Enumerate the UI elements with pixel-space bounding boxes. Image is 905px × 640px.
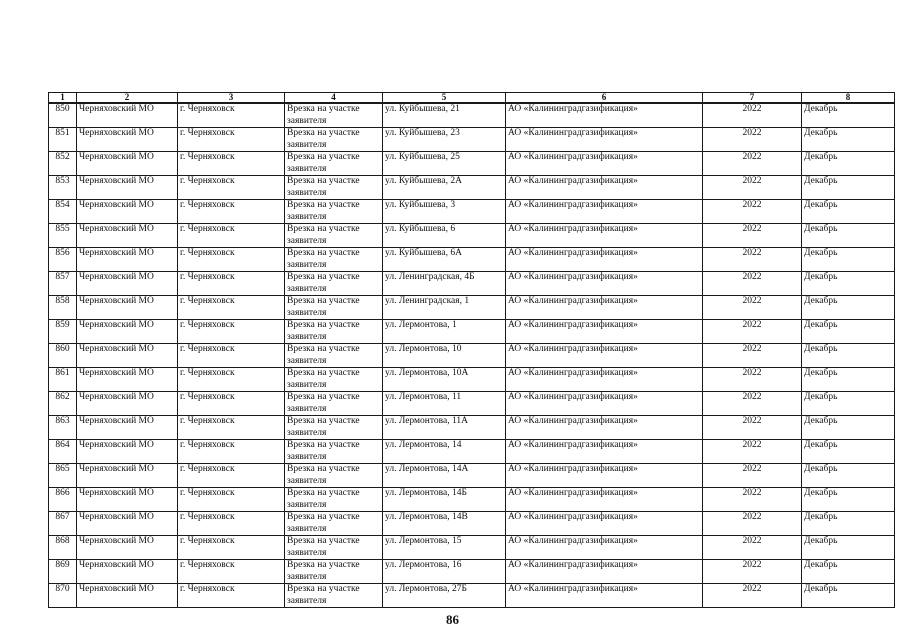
district-cell: Черняховский МО (77, 128, 178, 152)
organization-cell: АО «Калининградгазификация» (506, 392, 703, 416)
address-cell: ул. Лермонтова, 14 (383, 440, 506, 464)
month-cell: Декабрь (802, 560, 895, 584)
city-cell: г. Черняховск (178, 272, 285, 296)
year-cell: 2022 (703, 296, 802, 320)
year-cell: 2022 (703, 584, 802, 608)
table-row (49, 536, 895, 560)
year-cell: 2022 (703, 248, 802, 272)
address-cell: ул. Лермонтова, 14В (383, 512, 506, 536)
work-type-cell: Врезка на участке заявителя (285, 464, 383, 488)
organization-cell: АО «Калининградгазификация» (506, 536, 703, 560)
row-number-cell: 865 (49, 464, 77, 488)
column-header: 7 (703, 93, 802, 104)
year-cell: 2022 (703, 512, 802, 536)
district-cell: Черняховский МО (77, 368, 178, 392)
organization-cell: АО «Калининградгазификация» (506, 440, 703, 464)
address-cell: ул. Куйбышева, 21 (383, 103, 506, 128)
year-cell: 2022 (703, 103, 802, 128)
table-row (49, 103, 895, 128)
table-row (49, 440, 895, 464)
city-cell: г. Черняховск (178, 320, 285, 344)
year-cell: 2022 (703, 536, 802, 560)
year-cell: 2022 (703, 224, 802, 248)
district-cell: Черняховский МО (77, 536, 178, 560)
organization-cell: АО «Калининградгазификация» (506, 248, 703, 272)
row-number-cell: 856 (49, 248, 77, 272)
row-number-cell: 863 (49, 416, 77, 440)
row-number-cell: 854 (49, 200, 77, 224)
column-header: 2 (77, 93, 178, 104)
page-number: 86 (446, 612, 459, 627)
work-type-cell: Врезка на участке заявителя (285, 128, 383, 152)
city-cell: г. Черняховск (178, 103, 285, 128)
row-number-cell: 852 (49, 152, 77, 176)
table-row (49, 272, 895, 296)
address-cell: ул. Ленинградская, 1 (383, 296, 506, 320)
district-cell: Черняховский МО (77, 344, 178, 368)
month-cell: Декабрь (802, 296, 895, 320)
address-cell: ул. Куйбышева, 6А (383, 248, 506, 272)
work-type-cell: Врезка на участке заявителя (285, 560, 383, 584)
district-cell: Черняховский МО (77, 440, 178, 464)
organization-cell: АО «Калининградгазификация» (506, 200, 703, 224)
year-cell: 2022 (703, 464, 802, 488)
city-cell: г. Черняховск (178, 224, 285, 248)
data-table (48, 92, 895, 608)
table-row (49, 296, 895, 320)
work-type-cell: Врезка на участке заявителя (285, 296, 383, 320)
organization-cell: АО «Калининградгазификация» (506, 296, 703, 320)
column-header: 4 (285, 93, 383, 104)
column-header: 5 (383, 93, 506, 104)
row-number-cell: 855 (49, 224, 77, 248)
table-row (49, 152, 895, 176)
row-number-cell: 870 (49, 584, 77, 608)
month-cell: Декабрь (802, 464, 895, 488)
year-cell: 2022 (703, 344, 802, 368)
column-header: 1 (49, 93, 77, 104)
table-row (49, 512, 895, 536)
table-row (49, 344, 895, 368)
year-cell: 2022 (703, 152, 802, 176)
organization-cell: АО «Калининградгазификация» (506, 320, 703, 344)
city-cell: г. Черняховск (178, 392, 285, 416)
table-row (49, 584, 895, 608)
organization-cell: АО «Калининградгазификация» (506, 103, 703, 128)
table-row (49, 128, 895, 152)
address-cell: ул. Куйбышева, 3 (383, 200, 506, 224)
district-cell: Черняховский МО (77, 416, 178, 440)
work-type-cell: Врезка на участке заявителя (285, 103, 383, 128)
city-cell: г. Черняховск (178, 128, 285, 152)
table-body (49, 103, 895, 608)
organization-cell: АО «Калининградгазификация» (506, 560, 703, 584)
district-cell: Черняховский МО (77, 176, 178, 200)
district-cell: Черняховский МО (77, 248, 178, 272)
organization-cell: АО «Калининградгазификация» (506, 224, 703, 248)
address-cell: ул. Лермонтова, 14Б (383, 488, 506, 512)
city-cell: г. Черняховск (178, 440, 285, 464)
district-cell: Черняховский МО (77, 488, 178, 512)
row-number-cell: 864 (49, 440, 77, 464)
city-cell: г. Черняховск (178, 584, 285, 608)
table-row (49, 248, 895, 272)
work-type-cell: Врезка на участке заявителя (285, 224, 383, 248)
year-cell: 2022 (703, 368, 802, 392)
work-type-cell: Врезка на участке заявителя (285, 248, 383, 272)
table-header-row (49, 93, 895, 104)
row-number-cell: 853 (49, 176, 77, 200)
table-row (49, 320, 895, 344)
table-row (49, 488, 895, 512)
city-cell: г. Черняховск (178, 560, 285, 584)
table-row (49, 200, 895, 224)
month-cell: Декабрь (802, 248, 895, 272)
district-cell: Черняховский МО (77, 512, 178, 536)
organization-cell: АО «Калининградгазификация» (506, 488, 703, 512)
row-number-cell: 861 (49, 368, 77, 392)
year-cell: 2022 (703, 440, 802, 464)
month-cell: Декабрь (802, 200, 895, 224)
row-number-cell: 857 (49, 272, 77, 296)
work-type-cell: Врезка на участке заявителя (285, 512, 383, 536)
year-cell: 2022 (703, 320, 802, 344)
address-cell: ул. Лермонтова, 11 (383, 392, 506, 416)
work-type-cell: Врезка на участке заявителя (285, 392, 383, 416)
district-cell: Черняховский МО (77, 296, 178, 320)
year-cell: 2022 (703, 392, 802, 416)
month-cell: Декабрь (802, 488, 895, 512)
table-row (49, 392, 895, 416)
month-cell: Декабрь (802, 103, 895, 128)
row-number-cell: 867 (49, 512, 77, 536)
organization-cell: АО «Калининградгазификация» (506, 272, 703, 296)
organization-cell: АО «Калининградгазификация» (506, 176, 703, 200)
row-number-cell: 866 (49, 488, 77, 512)
district-cell: Черняховский МО (77, 103, 178, 128)
work-type-cell: Врезка на участке заявителя (285, 320, 383, 344)
city-cell: г. Черняховск (178, 464, 285, 488)
month-cell: Декабрь (802, 584, 895, 608)
city-cell: г. Черняховск (178, 536, 285, 560)
work-type-cell: Врезка на участке заявителя (285, 368, 383, 392)
month-cell: Декабрь (802, 320, 895, 344)
district-cell: Черняховский МО (77, 464, 178, 488)
table-row (49, 416, 895, 440)
address-cell: ул. Лермонтова, 27Б (383, 584, 506, 608)
year-cell: 2022 (703, 200, 802, 224)
city-cell: г. Черняховск (178, 488, 285, 512)
work-type-cell: Врезка на участке заявителя (285, 440, 383, 464)
organization-cell: АО «Калининградгазификация» (506, 416, 703, 440)
month-cell: Декабрь (802, 368, 895, 392)
organization-cell: АО «Калининградгазификация» (506, 584, 703, 608)
work-type-cell: Врезка на участке заявителя (285, 176, 383, 200)
address-cell: ул. Куйбышева, 6 (383, 224, 506, 248)
row-number-cell: 860 (49, 344, 77, 368)
work-type-cell: Врезка на участке заявителя (285, 416, 383, 440)
district-cell: Черняховский МО (77, 224, 178, 248)
year-cell: 2022 (703, 560, 802, 584)
column-header: 3 (178, 93, 285, 104)
month-cell: Декабрь (802, 416, 895, 440)
city-cell: г. Черняховск (178, 368, 285, 392)
address-cell: ул. Лермонтова, 15 (383, 536, 506, 560)
address-cell: ул. Лермонтова, 10 (383, 344, 506, 368)
organization-cell: АО «Калининградгазификация» (506, 368, 703, 392)
row-number-cell: 859 (49, 320, 77, 344)
city-cell: г. Черняховск (178, 344, 285, 368)
organization-cell: АО «Калининградгазификация» (506, 344, 703, 368)
address-cell: ул. Лермонтова, 16 (383, 560, 506, 584)
work-type-cell: Врезка на участке заявителя (285, 272, 383, 296)
district-cell: Черняховский МО (77, 584, 178, 608)
month-cell: Декабрь (802, 536, 895, 560)
address-cell: ул. Лермонтова, 1 (383, 320, 506, 344)
year-cell: 2022 (703, 176, 802, 200)
table-row (49, 224, 895, 248)
month-cell: Декабрь (802, 392, 895, 416)
address-cell: ул. Куйбышева, 25 (383, 152, 506, 176)
month-cell: Декабрь (802, 344, 895, 368)
address-cell: ул. Лермонтова, 11А (383, 416, 506, 440)
city-cell: г. Черняховск (178, 152, 285, 176)
year-cell: 2022 (703, 488, 802, 512)
work-type-cell: Врезка на участке заявителя (285, 536, 383, 560)
address-cell: ул. Куйбышева, 2А (383, 176, 506, 200)
organization-cell: АО «Калининградгазификация» (506, 128, 703, 152)
work-type-cell: Врезка на участке заявителя (285, 200, 383, 224)
table-row (49, 176, 895, 200)
year-cell: 2022 (703, 128, 802, 152)
district-cell: Черняховский МО (77, 320, 178, 344)
row-number-cell: 869 (49, 560, 77, 584)
district-cell: Черняховский МО (77, 392, 178, 416)
row-number-cell: 868 (49, 536, 77, 560)
district-cell: Черняховский МО (77, 560, 178, 584)
year-cell: 2022 (703, 272, 802, 296)
table-row (49, 464, 895, 488)
city-cell: г. Черняховск (178, 200, 285, 224)
address-cell: ул. Куйбышева, 23 (383, 128, 506, 152)
year-cell: 2022 (703, 416, 802, 440)
work-type-cell: Врезка на участке заявителя (285, 584, 383, 608)
city-cell: г. Черняховск (178, 296, 285, 320)
row-number-cell: 850 (49, 103, 77, 128)
organization-cell: АО «Калининградгазификация» (506, 152, 703, 176)
month-cell: Декабрь (802, 176, 895, 200)
month-cell: Декабрь (802, 440, 895, 464)
work-type-cell: Врезка на участке заявителя (285, 344, 383, 368)
month-cell: Декабрь (802, 224, 895, 248)
work-type-cell: Врезка на участке заявителя (285, 152, 383, 176)
address-cell: ул. Лермонтова, 10А (383, 368, 506, 392)
month-cell: Декабрь (802, 512, 895, 536)
column-header: 8 (802, 93, 895, 104)
month-cell: Декабрь (802, 152, 895, 176)
table-row (49, 560, 895, 584)
city-cell: г. Черняховск (178, 416, 285, 440)
district-cell: Черняховский МО (77, 152, 178, 176)
district-cell: Черняховский МО (77, 272, 178, 296)
month-cell: Декабрь (802, 272, 895, 296)
work-type-cell: Врезка на участке заявителя (285, 488, 383, 512)
row-number-cell: 862 (49, 392, 77, 416)
column-header: 6 (506, 93, 703, 104)
address-cell: ул. Ленинградская, 4Б (383, 272, 506, 296)
city-cell: г. Черняховск (178, 248, 285, 272)
row-number-cell: 851 (49, 128, 77, 152)
city-cell: г. Черняховск (178, 512, 285, 536)
month-cell: Декабрь (802, 128, 895, 152)
organization-cell: АО «Калининградгазификация» (506, 464, 703, 488)
row-number-cell: 858 (49, 296, 77, 320)
address-cell: ул. Лермонтова, 14А (383, 464, 506, 488)
district-cell: Черняховский МО (77, 200, 178, 224)
organization-cell: АО «Калининградгазификация» (506, 512, 703, 536)
city-cell: г. Черняховск (178, 176, 285, 200)
table-row (49, 368, 895, 392)
